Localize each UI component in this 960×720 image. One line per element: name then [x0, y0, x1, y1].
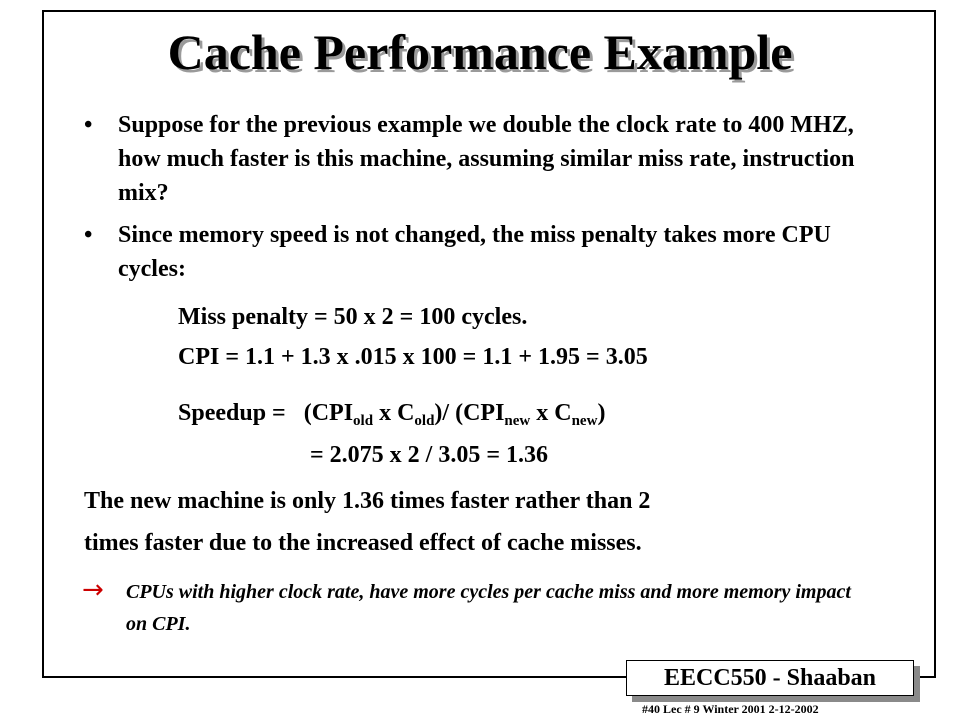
cpi-line: CPI = 1.1 + 1.3 x .015 x 100 = 1.1 + 1.95 = 3.05 — [178, 344, 648, 370]
bullet-1-text: Suppose for the previous example we double the clock rate to 400 MHZ, how much faster is this machine, assuming similar miss rate, instruction mix? — [118, 112, 855, 206]
bullet-marker: • — [84, 112, 93, 138]
speedup-formula: ($CPI_{old}$ x $C_{old})/$ ($CPI_{new}$ x $C_{new}$) — [303, 400, 606, 429]
speedup-result-line: = 2.075 x 2 / 3.05 = 1.36 — [310, 442, 549, 468]
bullet-marker: • — [84, 222, 93, 248]
speedup-label: Speedup = — [178, 400, 286, 426]
slide-footer: #40 Lec # 9 Winter 2001 2-12-2002 — [642, 702, 819, 716]
slide-title: Cache Performance Example — [167, 24, 793, 80]
arrow-icon: → — [82, 575, 104, 605]
conclusion-note: CPUs with higher clock rate, have more cycles per cache miss and more memory impact on CPI. — [126, 581, 851, 635]
speedup-line — [178, 398, 605, 436]
conclusion-line-1: The new machine is only 1.36 times faster rather than 2 — [84, 488, 651, 514]
badge-label: EECC550 - Shaaban — [626, 660, 914, 696]
miss-penalty-line: Miss penalty = 50 x 2 = 100 cycles. — [178, 304, 528, 330]
bullet-2-text: Since memory speed is not changed, the miss penalty takes more CPU cycles: — [118, 222, 831, 282]
conclusion-line-2: times faster due to the increased effect of cache misses. — [84, 530, 642, 556]
author-badge — [626, 660, 914, 696]
